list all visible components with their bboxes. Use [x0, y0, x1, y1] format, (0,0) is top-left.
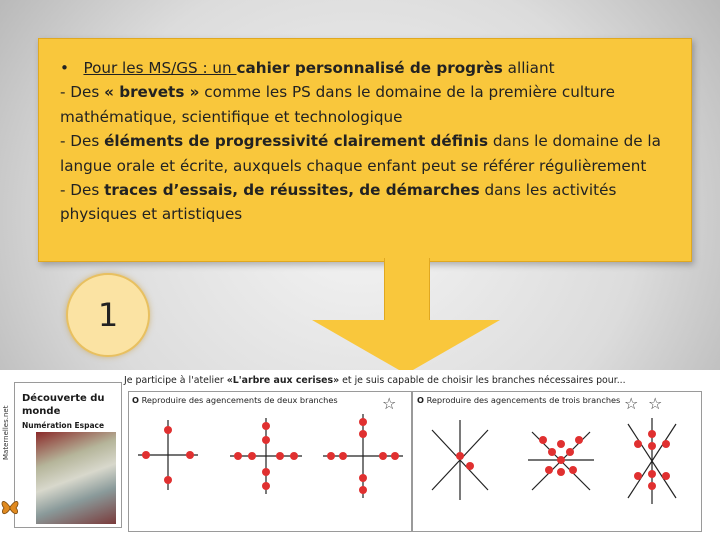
prefix-text: - Des	[60, 132, 105, 151]
worksheet-header	[124, 375, 720, 386]
cherry-dot	[339, 452, 347, 460]
cherry-dot	[234, 452, 242, 460]
callout-text	[60, 56, 690, 227]
panel2-text: Reproduire des agencements de trois branches	[426, 395, 621, 405]
suffix-text: alliant	[502, 59, 555, 77]
worksheet-left-subtitle: Numération Espace	[22, 421, 105, 430]
prefix-text: - Des	[60, 83, 105, 102]
bold-elements: éléments de progressivité clairement définis	[104, 132, 489, 151]
cherry-dot	[539, 436, 547, 444]
worksheet-left-title: Découverte du monde	[22, 393, 105, 417]
callout-line-2	[60, 80, 690, 104]
cherry-dot	[359, 430, 367, 438]
branch-lines	[138, 414, 676, 504]
star-icon: ☆	[624, 394, 639, 413]
cherry-dot	[359, 418, 367, 426]
callout-line-3: mathématique, scientifique et technologique	[60, 107, 403, 126]
callout-line-4	[60, 129, 690, 153]
cherry-dot	[566, 448, 574, 456]
arrow-stem	[384, 258, 430, 320]
suffix-text: dans le domaine de la	[488, 132, 661, 151]
panel1-label	[132, 395, 338, 405]
bold-brevets: « brevets »	[104, 83, 200, 102]
cherry-dot	[648, 482, 656, 490]
cherry-dot	[648, 442, 656, 450]
cherry-dot	[662, 440, 670, 448]
cherry-dot	[359, 486, 367, 494]
cherry-dot	[142, 451, 150, 459]
cherry-dot	[557, 440, 565, 448]
callout-line-6	[60, 178, 690, 202]
cherry-dot	[548, 448, 556, 456]
panel1-marker: O	[132, 395, 139, 405]
callout-line-5: langue orale et écrite, auxquels chaque enfant peut se référer régulièrement	[60, 156, 647, 175]
cherry-dot	[456, 452, 464, 460]
header-bold: «L'arbre aux cerises»	[226, 375, 340, 386]
cherry-dot	[186, 451, 194, 459]
cherry-dot	[569, 466, 577, 474]
star-icon: ☆	[382, 394, 397, 413]
cherry-dot	[466, 462, 474, 470]
callout-line-1	[60, 56, 690, 80]
cherry-dot	[248, 452, 256, 460]
prefix-text: - Des	[60, 181, 105, 200]
suffix-text: comme les PS dans le domaine de la première culture	[199, 83, 615, 102]
cherry-dot	[545, 466, 553, 474]
cherry-dot	[557, 456, 565, 464]
level-text: Pour les MS/GS	[83, 59, 203, 77]
cherry-dot	[662, 472, 670, 480]
cherry-dot	[379, 452, 387, 460]
star-icon: ☆	[648, 394, 663, 413]
panel2-label	[417, 395, 620, 405]
cherry-dot	[262, 422, 270, 430]
down-arrow-icon	[312, 320, 500, 374]
callout-line-7: physiques et artistiques	[60, 205, 243, 224]
cherry-dot	[359, 474, 367, 482]
activity-photo	[36, 432, 116, 524]
bold-cahier: cahier personnalisé de progrès	[236, 59, 503, 77]
header-prefix: Je participe à l'atelier	[124, 375, 227, 386]
panel1-text: Reproduire des agencements de deux branches	[141, 395, 338, 405]
number-badge	[66, 273, 150, 357]
cherry-dot	[290, 452, 298, 460]
cherry-dot	[262, 468, 270, 476]
cherry-dot	[262, 436, 270, 444]
cherry-dot	[276, 452, 284, 460]
cherry-dot	[262, 482, 270, 490]
panel2-marker: O	[417, 395, 424, 405]
header-suffix: et je suis capable de choisir les branches nécessaires pour...	[339, 375, 626, 386]
cherry-dot	[648, 470, 656, 478]
cherry-dot	[391, 452, 399, 460]
cherry-dot	[557, 468, 565, 476]
suffix-text: dans les activités	[479, 181, 617, 200]
cherry-dots	[142, 418, 670, 494]
cherry-dot	[634, 440, 642, 448]
cherry-dot	[634, 472, 642, 480]
cherry-dot	[327, 452, 335, 460]
badge-number: 1	[97, 296, 119, 334]
side-label: Maternelles.net	[2, 405, 10, 460]
cherry-dot	[575, 436, 583, 444]
bullet: •	[60, 59, 69, 77]
colon-text: : un	[202, 59, 237, 77]
cherry-dot	[164, 426, 172, 434]
branch-drawings	[128, 410, 700, 528]
cherry-dot	[648, 430, 656, 438]
butterfly-icon	[0, 494, 20, 520]
bold-traces: traces d’essais, de réussites, de démarches	[104, 181, 480, 200]
cherry-dot	[164, 476, 172, 484]
